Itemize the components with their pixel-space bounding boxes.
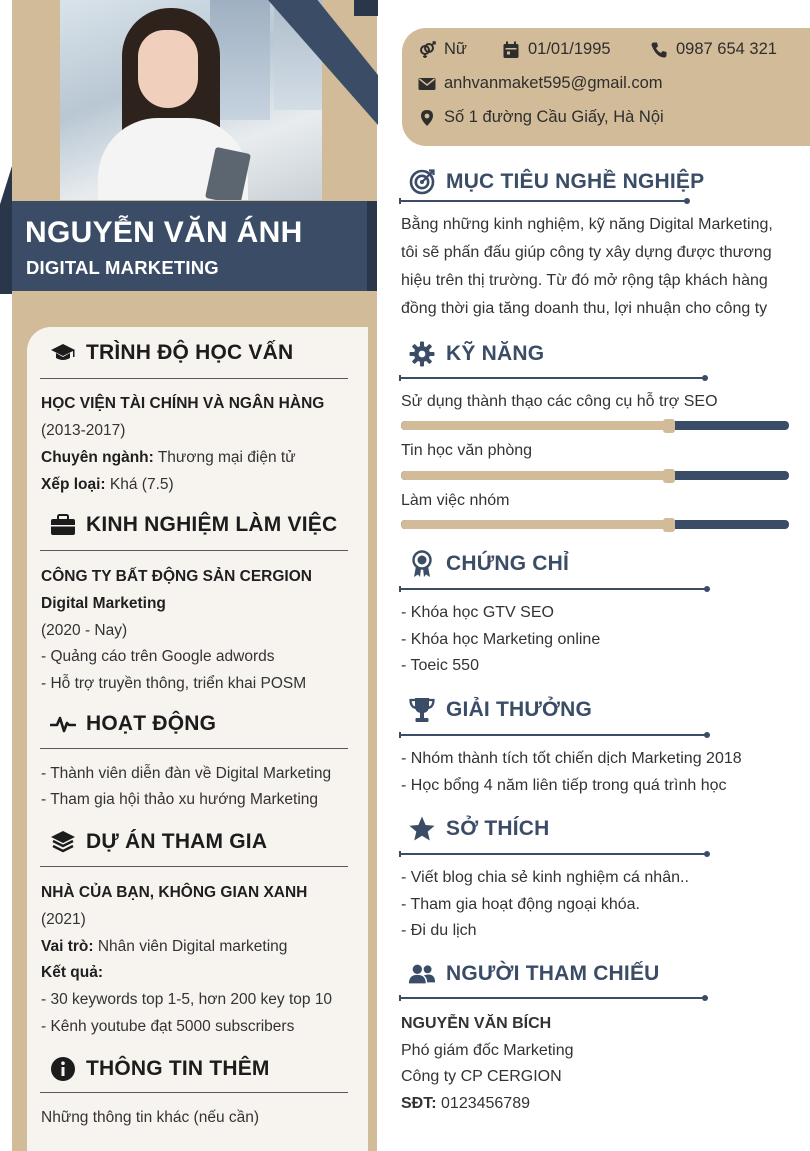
trophy-icon bbox=[408, 696, 436, 724]
project-role-value: Nhân viên Digital marketing bbox=[97, 938, 288, 955]
experience-company: CÔNG TY BẤT ĐỘNG SẢN CERGION bbox=[41, 568, 312, 585]
name-band-tail bbox=[367, 201, 377, 291]
full-name: NGUYỄN VĂN ÁNH bbox=[25, 216, 303, 249]
project-year: (2021) bbox=[41, 911, 86, 928]
objective-title: MỤC TIÊU NGHỀ NGHIỆP bbox=[446, 170, 705, 193]
award-item: - Nhóm thành tích tốt chiến dịch Marketing 2018 bbox=[401, 750, 742, 767]
contact-birthday-value: 01/01/1995 bbox=[528, 40, 611, 58]
phone-icon bbox=[650, 41, 668, 59]
skill-label: Tin học văn phòng bbox=[401, 442, 533, 459]
skill-bar-fill bbox=[401, 471, 669, 480]
certificates-heading bbox=[408, 550, 569, 578]
activity-item: - Thành viên diễn đàn về Digital Marketing bbox=[41, 765, 332, 782]
skill-bar-knob bbox=[663, 518, 675, 532]
project-role-label: Vai trò: bbox=[41, 938, 94, 955]
skill-label: Sử dụng thành thạo các công cụ hỗ trợ SEO bbox=[401, 393, 718, 410]
name-band-fold bbox=[0, 166, 12, 294]
reference-company: Công ty CP CERGION bbox=[401, 1068, 562, 1085]
project-role bbox=[41, 933, 287, 960]
gender-icon bbox=[418, 41, 436, 59]
projects-title: DỰ ÁN THAM GIA bbox=[86, 830, 268, 853]
info-icon bbox=[50, 1056, 76, 1082]
education-divider bbox=[40, 378, 348, 379]
objective-text: Bằng những kinh nghiệm, kỹ năng Digital Marketing, tôi sẽ phấn đấu giúp công ty xây dựng được thương hiệu trên thị trường. Từ đó mở rộng tập khách hàng đồng thời gia tăng doanh thu, lợi nhuận cho công ty bbox=[401, 216, 773, 317]
awards-heading bbox=[408, 696, 592, 724]
extra-divider bbox=[40, 1092, 348, 1093]
awards-title: GIẢI THƯỞNG bbox=[446, 698, 593, 721]
skill-bar bbox=[401, 520, 789, 529]
profile-photo bbox=[60, 0, 322, 200]
reference-heading bbox=[408, 960, 660, 988]
award-ribbon-icon bbox=[408, 550, 436, 578]
skills-heading bbox=[408, 340, 544, 368]
reference-phone-value: 0123456789 bbox=[441, 1095, 530, 1112]
education-heading bbox=[50, 340, 293, 366]
hobbies-heading bbox=[408, 815, 550, 843]
skill-bar bbox=[401, 421, 789, 430]
activity-item: - Tham gia hội thảo xu hướng Marketing bbox=[41, 791, 319, 808]
reference-position: Phó giám đốc Marketing bbox=[401, 1042, 574, 1059]
experience-title: KINH NGHIỆM LÀM VIỆC bbox=[86, 513, 338, 536]
certificate-item: - Toeic 550 bbox=[401, 657, 479, 674]
projects-heading bbox=[50, 829, 267, 855]
activities-title: HOẠT ĐỘNG bbox=[86, 712, 217, 735]
hobbies-title: SỞ THÍCH bbox=[446, 817, 550, 840]
skills-title: KỸ NĂNG bbox=[446, 342, 545, 365]
certificate-item: - Khóa học Marketing online bbox=[401, 631, 601, 648]
skill-bar-fill bbox=[401, 520, 669, 529]
contact-address-value: Số 1 đường Cầu Giấy, Hà Nội bbox=[444, 108, 664, 126]
education-grade-value: Khá (7.5) bbox=[109, 476, 174, 493]
contact-phone-value: 0987 654 321 bbox=[676, 40, 777, 58]
experience-divider bbox=[40, 550, 348, 551]
contact-email-value[interactable]: anhvanmaket595@gmail.com bbox=[444, 74, 663, 92]
extra-text: Những thông tin khác (nếu cần) bbox=[41, 1109, 260, 1126]
hobby-item: - Viết blog chia sẻ kinh nghiệm cá nhân.. bbox=[401, 869, 689, 886]
awards-divider bbox=[401, 734, 707, 736]
certificates-divider bbox=[401, 588, 707, 590]
objective-divider bbox=[401, 200, 687, 202]
education-major-value: Thương mại điện tử bbox=[157, 449, 296, 466]
calendar-icon bbox=[502, 41, 520, 59]
hobby-item: - Tham gia hoạt động ngoại khóa. bbox=[401, 896, 640, 913]
users-icon bbox=[408, 960, 436, 988]
contact-birthday bbox=[502, 40, 611, 59]
graduation-cap-icon bbox=[50, 340, 76, 366]
certificate-item: - Khóa học GTV SEO bbox=[401, 604, 554, 621]
location-pin-icon bbox=[418, 109, 436, 127]
education-years: (2013-2017) bbox=[41, 422, 126, 439]
extra-heading bbox=[50, 1056, 270, 1082]
experience-heading bbox=[50, 512, 337, 538]
layers-icon bbox=[50, 829, 76, 855]
contact-phone bbox=[650, 40, 777, 59]
projects-divider bbox=[40, 866, 348, 867]
star-icon bbox=[408, 815, 436, 843]
skill-bar bbox=[401, 471, 789, 480]
education-grade-label: Xếp loại: bbox=[41, 476, 106, 493]
reference-phone-label: SĐT: bbox=[401, 1095, 437, 1112]
skill-bar-fill bbox=[401, 421, 669, 430]
education-school: HỌC VIỆN TÀI CHÍNH VÀ NGÂN HÀNG bbox=[41, 395, 325, 412]
certificates-title: CHỨNG CHỈ bbox=[446, 552, 570, 575]
reference-divider bbox=[401, 997, 705, 999]
hobby-item: - Đi du lịch bbox=[401, 922, 477, 939]
project-result: - Kênh youtube đạt 5000 subscribers bbox=[41, 1018, 295, 1035]
skill-bar-knob bbox=[663, 419, 675, 433]
photo-corner-fold bbox=[354, 0, 378, 16]
briefcase-icon bbox=[50, 512, 76, 538]
activities-heading bbox=[50, 711, 216, 737]
experience-position: Digital Marketing bbox=[41, 595, 166, 612]
experience-task: - Hỗ trợ truyền thông, triển khai POSM bbox=[41, 675, 307, 692]
job-title: DIGITAL MARKETING bbox=[26, 257, 219, 278]
project-name: NHÀ CỦA BẠN, KHÔNG GIAN XANH bbox=[41, 884, 308, 901]
award-item: - Học bổng 4 năm liên tiếp trong quá trình học bbox=[401, 777, 727, 794]
activities-divider bbox=[40, 748, 348, 749]
reference-name: NGUYỄN VĂN BÍCH bbox=[401, 1015, 552, 1032]
objective-heading bbox=[408, 168, 704, 196]
target-icon bbox=[408, 168, 436, 196]
skill-bar-knob bbox=[663, 469, 675, 483]
project-result: - 30 keywords top 1-5, hơn 200 key top 10 bbox=[41, 991, 333, 1008]
education-grade bbox=[41, 471, 174, 498]
hobbies-divider bbox=[401, 853, 707, 855]
experience-period: (2020 - Nay) bbox=[41, 622, 128, 639]
contact-address bbox=[418, 108, 664, 127]
contact-gender bbox=[418, 40, 467, 59]
education-title: TRÌNH ĐỘ HỌC VẤN bbox=[86, 341, 294, 364]
experience-task: - Quảng cáo trên Google adwords bbox=[41, 648, 275, 665]
skills-divider bbox=[401, 377, 705, 379]
education-major bbox=[41, 444, 296, 471]
reference-title: NGƯỜI THAM CHIẾU bbox=[446, 962, 660, 985]
email-icon bbox=[418, 75, 436, 93]
gear-icon bbox=[408, 340, 436, 368]
skill-label: Làm việc nhóm bbox=[401, 492, 510, 509]
extra-title: THÔNG TIN THÊM bbox=[86, 1057, 270, 1080]
pulse-icon bbox=[50, 711, 76, 737]
contact-email bbox=[418, 74, 663, 93]
reference-phone bbox=[401, 1090, 530, 1117]
project-result-label: Kết quả: bbox=[41, 964, 103, 981]
contact-gender-value: Nữ bbox=[444, 40, 467, 58]
education-major-label: Chuyên ngành: bbox=[41, 449, 154, 466]
